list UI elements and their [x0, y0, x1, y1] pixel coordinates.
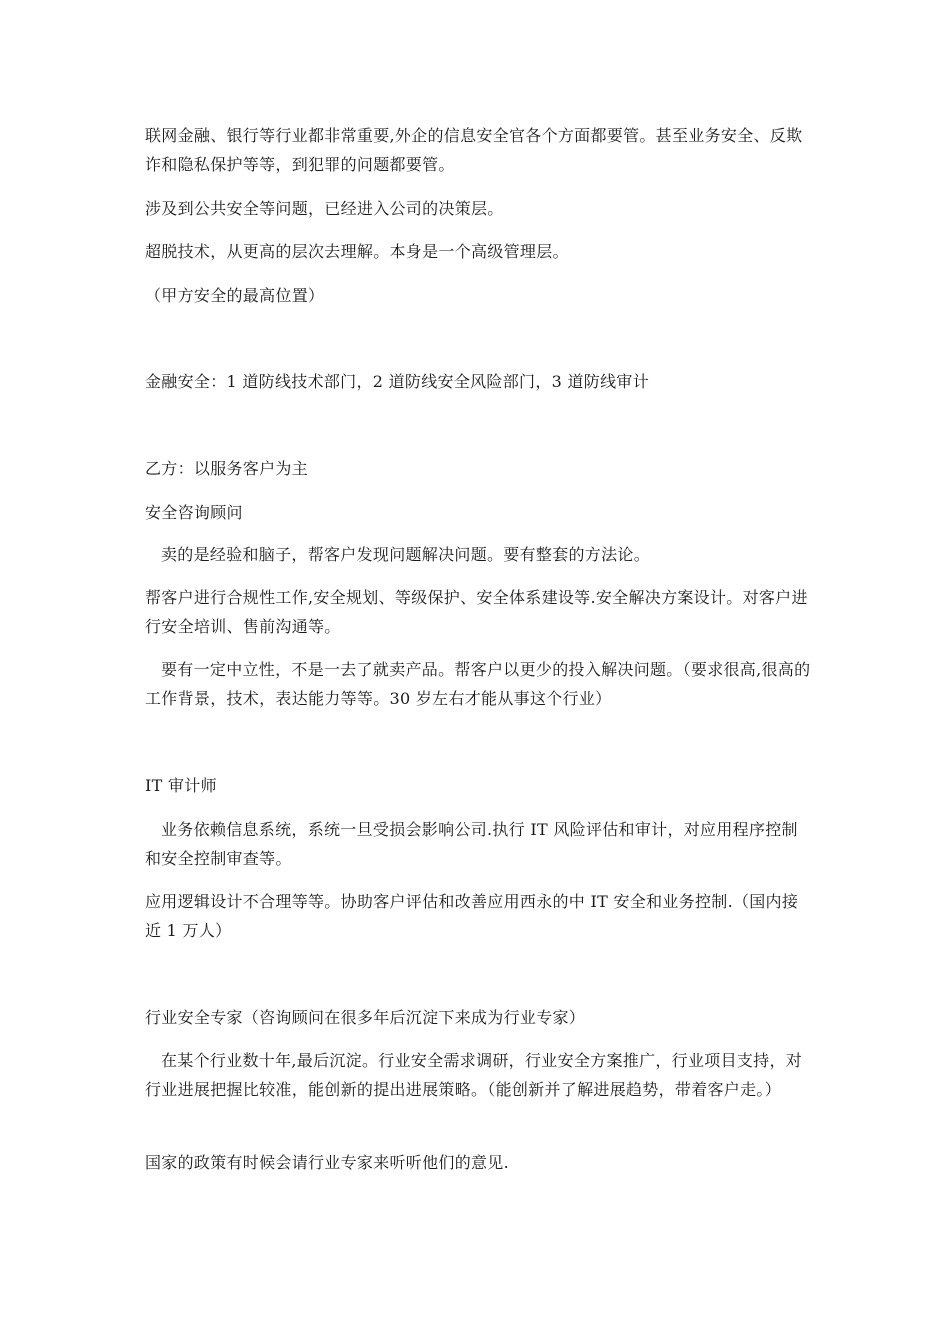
paragraph-party-b: 乙方：以服务客户为主 — [145, 459, 309, 478]
paragraph-auditor-controls: 应用逻辑设计不合理等等。协助客户评估和改善应用西永的中 IT 安全和业务控制.（国内接近 1 万人） — [145, 892, 799, 940]
heading-industry-expert: 行业安全专家（咨询顾问在很多年后沉淀下来成为行业专家） — [145, 1008, 586, 1027]
heading-it-auditor: IT 审计师 — [145, 776, 217, 795]
paragraph-consultant-experience: 卖的是经验和脑子，帮客户发现问题解决问题。要有整套的方法论。 — [161, 545, 651, 564]
paragraph-expert-policy: 国家的政策有时候会请行业专家来听听他们的意见. — [145, 1153, 509, 1172]
paragraph-consultant-work: 帮客户进行合规性工作,安全规划、等级保护、安全体系建设等.安全解决方案设计。对客户进行安全培训、售前沟通等。 — [145, 588, 808, 636]
paragraph-beyond-technology: 超脱技术，从更高的层次去理解。本身是一个高级管理层。 — [145, 242, 569, 261]
heading-security-consultant: 安全咨询顾问 — [145, 503, 243, 522]
paragraph-ciso-scope: 联网金融、银行等行业都非常重要,外企的信息安全官各个方面都要管。甚至业务安全、反欺诈和隐私保护等等，到犯罪的问题都要管。 — [145, 126, 803, 174]
paragraph-consultant-neutrality: 要有一定中立性，不是一去了就卖产品。帮客户以更少的投入解决问题。（要求很高,很高的工作背景，技术，表达能力等等。30 岁左右才能从事这个行业） — [145, 660, 811, 708]
paragraph-auditor-duties: 业务依赖信息系统，系统一旦受损会影响公司.执行 IT 风险评估和审计，对应用程序控制和安全控制审查等。 — [145, 820, 798, 868]
paragraph-finance-security: 金融安全：1 道防线技术部门，2 道防线安全风险部门，3 道防线审计 — [145, 372, 649, 391]
paragraph-decision-layer: 涉及到公共安全等问题，已经进入公司的决策层。 — [145, 199, 504, 218]
paragraph-party-a-top: （甲方安全的最高位置） — [145, 286, 325, 305]
paragraph-expert-details: 在某个行业数十年,最后沉淀。行业安全需求调研，行业安全方案推广，行业项目支持，对行业进展把握比较准，能创新的提出进展策略。（能创新并了解进展趋势，带着客户走。） — [145, 1051, 803, 1099]
